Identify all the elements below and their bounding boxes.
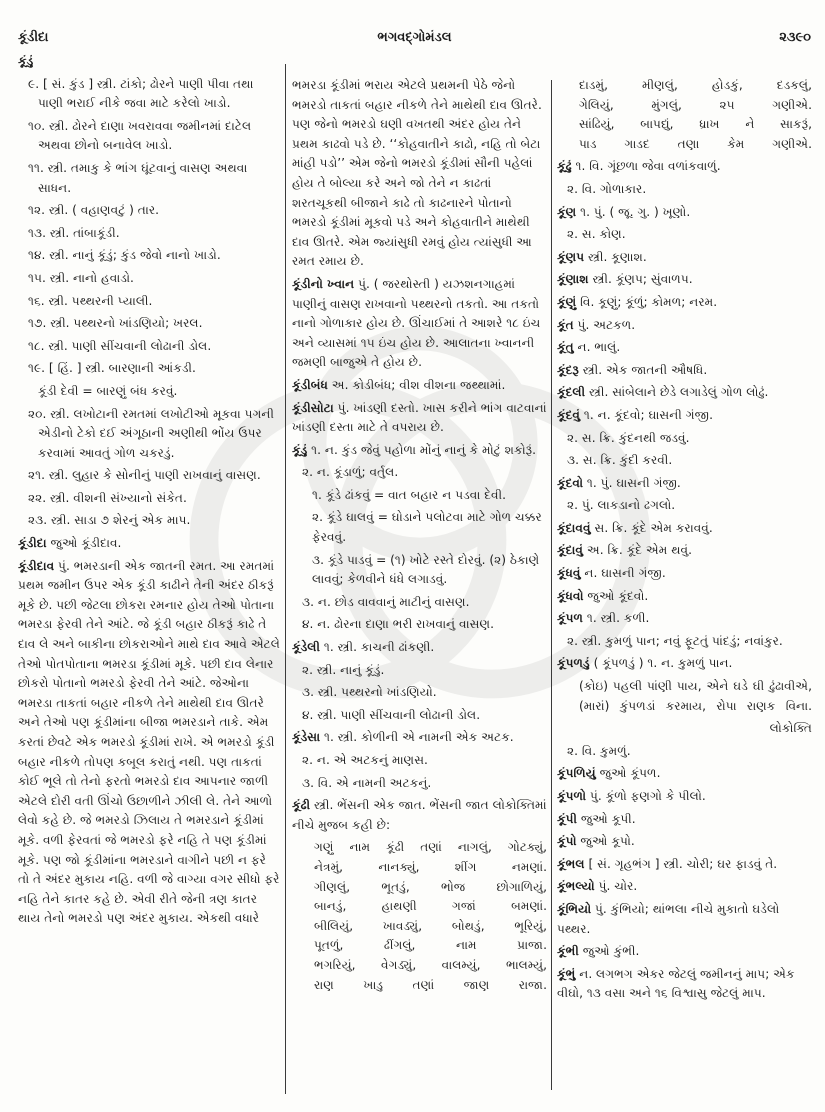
dictionary-entry <box>557 293 812 313</box>
dictionary-entry <box>557 810 812 830</box>
headword: કૂંપળિયું <box>557 766 596 781</box>
dictionary-entry <box>557 361 812 381</box>
headword: કૂંભિયો <box>557 901 592 916</box>
headword: કૂંદવો <box>557 475 584 490</box>
headword: કૂંડું <box>292 442 308 457</box>
verse-line: ભગરિયું, વેગડ્યું, વાલમ્યું, ભાલમ્યું, <box>314 957 547 972</box>
book-title: ભગવદ્ગોમંડલ <box>377 30 452 45</box>
verse-quote <box>292 838 547 995</box>
sense-definition: ૩. સ્ત્રી. પથ્થરનો ખાંડણિયો. <box>302 685 437 700</box>
column-middle <box>292 76 547 998</box>
sense-definition: ૧૪. સ્ત્રી. નાનું કૂંડું; કુંડ જેવો નાનો ખાડો. <box>28 248 221 263</box>
verse-line: પાડ ગાડદ તણા કેમ ગણીએ. <box>579 136 812 151</box>
headword: કૂંણાશ <box>557 272 589 287</box>
headword: કૂંપળ <box>557 611 584 626</box>
verse-line: ગીણલું, ભૂતડું, ભોજ છોગાળિયું, <box>314 879 547 894</box>
definition-text: ન. ભાલું. <box>573 340 621 355</box>
definition-text: જુઓ કૂંપળ. <box>595 766 661 781</box>
dictionary-entry <box>557 406 812 426</box>
dictionary-entry <box>557 965 812 1004</box>
dictionary-entry <box>557 764 812 784</box>
definition-text: પું. કુંભિયો; થાંભલા નીચે મુકાતો ઘડેલો પથ્થર. <box>557 901 780 936</box>
definition-text: પું. ( જરથોસ્તી ) યઝશનગાહમાં પાણીનું વાસણ રાખવાનો પથ્થરનો તકતો. આ તકતો નાનો ગોળાકાર હોય છે. ઊંચાઈમાં તે આશરે ૧૮ ઇંચ અને વ્યાસમાં ૧૫ ઇંચ હોય છે. આલાતના ખ્વાનની જમણી બાજુએ તે હોય છે. <box>292 276 541 370</box>
headword: કૂંઢું <box>557 159 572 174</box>
dictionary-entry <box>557 338 812 358</box>
dictionary-entry <box>557 942 812 962</box>
dictionary-entry <box>292 399 547 438</box>
headword: કૂંડેલી <box>292 640 320 655</box>
headword: કૂંણપ <box>557 249 585 264</box>
definition-text: ૧. પું. ઘાસની ગંજી. <box>583 475 681 490</box>
definition-text: ૧. સ્ત્રી. કળી. <box>583 611 650 626</box>
sense-definition: ૪. ન. ઢોરના દાણા ભરી રાખવાનું વાસણ. <box>302 617 494 632</box>
sense-definition: ૨૨. સ્ત્રી. વીશની સંખ્યાનો સંકેત. <box>28 490 187 505</box>
definition-text: સ્ત્રી. કૂણાશ. <box>584 249 647 264</box>
dictionary-entry <box>557 832 812 852</box>
dictionary-entry <box>292 275 547 373</box>
idiom-definition: ૨. કૂંડે ઘાલવું = ઘોડાને પલોટવા માટે ગોળ ચક્કર ફેરવવું. <box>312 510 542 545</box>
headword: કૂંડીદા <box>18 536 47 551</box>
dictionary-entry <box>292 376 547 396</box>
headword: કૂંડીનો ખ્વાન <box>292 276 355 291</box>
dictionary-entry <box>292 441 547 461</box>
verse-line: રાણ ખાડુ તણાં જાણ રાજા. <box>314 977 547 992</box>
dictionary-entry <box>557 248 812 268</box>
definition-text: ( કૂંપળડું ) ૧. ન. કુમળું પાન. <box>589 656 733 671</box>
headword: કૂંડેસા <box>292 730 321 745</box>
sense-definition: ૩. ન. છોડ વાવવાનું માટીનું વાસણ. <box>302 594 470 609</box>
headword: કૂંદાવવું <box>557 520 591 535</box>
headword: કૂંપળો <box>557 789 587 803</box>
idiom-definition: ૩. કૂંડે પાડવું = (૧) ખોટે રસ્તે દોરવું. (૨) ઠેકાણે લાવવું; કેળવીને ધંધે લગાડવું. <box>312 552 540 587</box>
verse-quote <box>557 76 812 154</box>
dictionary-entry <box>557 787 812 807</box>
sense-definition: ૩. સ. ક્રિ. કુંદી કરવી. <box>567 453 673 468</box>
headword: કૂંડીસોટા <box>292 400 334 415</box>
sense-definition: ૨. સ. ક્રિ. કુંદનથી જડવું. <box>567 430 690 445</box>
sense-definition: ૨. વિ. કુમળું. <box>567 743 631 758</box>
page-number: ૨૩૯૦ <box>779 30 811 45</box>
definition-text: ૧. ન. કૂંદવો; ઘાસની ગંજી. <box>580 407 713 422</box>
sense-definition: ૧૧. સ્ત્રી. તમાકુ કે ભાંગ ઘૂંટવાનું વાસણ અથવા સાધન. <box>28 160 248 195</box>
definition-text: વિ. કૂણું; કૂંળું; કોમળ; નરમ. <box>576 294 718 309</box>
sense-definition: ૨. સ્ત્રી. નાનું કૂંડું. <box>302 662 385 677</box>
definition-text: પું. ચોર. <box>594 879 638 894</box>
definition-text: સ્ત્રી. સાંબેલાને છેડે લગાડેલું ગોળ લોઢું. <box>585 385 769 400</box>
citation-source: લોકોક્તિ <box>769 721 812 736</box>
headword: કૂંધવો <box>557 588 584 603</box>
headword: કૂંદાવું <box>557 543 583 558</box>
sense-definition: ૧૩. સ્ત્રી. તાંબાકૂંડી. <box>28 225 120 240</box>
sense-definition: ૧૯. [ હિં. ] સ્ત્રી. બારણાની આંકડી. <box>28 361 196 376</box>
sense-definition: ૨. પું. લાકડાનો ઢગલો. <box>567 498 676 513</box>
dictionary-entry <box>557 564 812 584</box>
definition-text: પું. અટકળ. <box>573 317 636 332</box>
definition-text: ન. લગભગ એકર જેટલું જમીનનું માપ; એક વીઘો, ૧૩ વસા અને ૧૬ વિશ્વાસુ જેટલું માપ. <box>557 966 795 1001</box>
guide-word: કૂંડીદા <box>18 30 49 45</box>
dictionary-entry <box>557 519 812 539</box>
definition-text: જુઓ કૂંદવો. <box>583 588 649 603</box>
dictionary-entry <box>292 728 547 748</box>
dictionary-entry <box>18 557 280 929</box>
column-right <box>557 76 812 1007</box>
verse-line: દાડમું, મીણલું, હોડકું, દડકલું, <box>579 78 812 92</box>
idiom-definition: કૂંડી દેવી = બારણું બંધ કરવું. <box>38 383 178 398</box>
sense-definition: ૩. વિ. એ નામની અટકનું. <box>302 775 432 790</box>
headword: કૂંપી <box>557 811 577 826</box>
headword: કૂંભલ <box>557 856 585 871</box>
dictionary-entry <box>557 855 812 875</box>
definition-text: પું. કૂંળો ફણગો કે પીલો. <box>586 789 706 803</box>
definition-text: જુઓ કુંભી. <box>578 944 640 959</box>
headword: કૂંડીદાવ <box>18 558 55 573</box>
sense-definition: ૨. ન. એ અટકનું માણસ. <box>302 753 428 767</box>
dictionary-entry <box>557 654 812 674</box>
sense-definition: ૧૨. સ્ત્રી. ( વહાણવટું ) તાર. <box>28 203 160 218</box>
column-left <box>18 52 280 932</box>
sense-definition: ૪. સ્ત્રી. પાણી સીંચવાની લોઢાની ડોલ. <box>302 707 481 722</box>
sense-definition: ૧૦. સ્ત્રી. ઢોરને દાણા ખવરાવવા જમીનમાં દાટેલ અથવા છોનો બનાવેલ ખાડો. <box>28 118 252 153</box>
sense-definition: ૧૬. સ્ત્રી. પથ્થરની પ્યાલી. <box>28 293 153 308</box>
dictionary-entry <box>292 796 547 835</box>
headword: કૂંપો <box>557 834 577 849</box>
headword: કૂંત <box>557 317 574 332</box>
headword: કૂંઢી <box>292 798 311 813</box>
headword: કૂંભલ્યો <box>557 879 595 894</box>
headword: કૂંદલી <box>557 385 586 400</box>
dictionary-entry <box>557 316 812 336</box>
headword: કૂંભી <box>557 944 579 959</box>
headword: કૂંદરૂ <box>557 362 579 377</box>
dictionary-entry <box>557 877 812 897</box>
definition-text: સ્ત્રી. ભેંસની એક જાત. ભેંસની જાત લોકોક્તિમાં નીચે મુજબ કહી છે: <box>292 798 547 832</box>
dictionary-entry <box>557 270 812 290</box>
definition-text: સ્ત્રી. કૂંણપ; સુંવાળપ. <box>588 272 693 287</box>
headword: કૂંડીબંધ <box>292 377 328 392</box>
verse-line: (મારાં) કુંપળડાં કરમાય, રોપા રાણક વિના. <box>579 698 812 713</box>
definition-text: ૧. સ્ત્રી. કોળીની એ નામની એક અટક. <box>320 730 514 745</box>
dictionary-entry <box>557 157 812 177</box>
dictionary-entry <box>292 638 547 658</box>
sense-definition: ૨. સ્ત્રી. કુમળું પાન; નવું ફૂટતું પાંદડું; નવાંકુર. <box>567 633 783 648</box>
sense-definition: ૧૫. સ્ત્રી. નાનો હવાડો. <box>28 270 134 285</box>
headword: કૂંદવું <box>557 407 581 422</box>
definition-text: જુઓ કૂંડીદાવ. <box>46 536 122 551</box>
definition-text: ૧. પું. ( જૂ. ગુ. ) ખૂણો. <box>576 204 691 219</box>
sense-definition: ૧૮. સ્ત્રી. પાણી સીંચવાની લોઢાની ડોલ. <box>28 338 212 353</box>
sense-definition: ૨૦. સ્ત્રી. લખોટાની રમતમાં લખોટીઓ મૂકવા પગની એડીનો ટેકો દઈ અંગૂઠાની અણીથી ભોંય ઉપર કરવામાં આવતું ગોળ ચકરડું. <box>28 406 274 460</box>
idiom-definition: ૧. કૂંડે ઢાંકવું = વાત બહાર ન પડવા દેવી. <box>312 487 507 502</box>
dictionary-entry <box>557 203 812 223</box>
verse-quote <box>557 677 812 716</box>
column-divider <box>551 80 552 1090</box>
definition-text: [ સં. ગૃહભંગ ] સ્ત્રી. ચોરી; ઘર ફાડવું તે. <box>584 856 778 871</box>
definition-text: જુઓ કૂપી. <box>577 811 636 826</box>
headword: કૂંભું <box>557 966 576 981</box>
verse-line: પૂતળું, ઢીંગલું, નામ પ્રાજા. <box>314 938 547 953</box>
sense-definition: ૨. સ. કોણ. <box>567 227 626 242</box>
definition-text: ૧. વિ. ગૂંછળા જેવા વળાંકવાળું. <box>571 159 721 174</box>
headword: કૂંણું <box>557 294 577 309</box>
verse-line: બીલિયું, ખાવડ્યું, બોથડું, ભૂરિયું, <box>314 918 547 933</box>
dictionary-entry <box>557 587 812 607</box>
definition-text: અ. ક્રિ. કૂંદે એમ થવું. <box>583 543 693 558</box>
verse-line: સાંઢિયું, બાપદ્યું, ધ્રાખ ને સાકરૂં, <box>579 117 812 132</box>
verse-line: નેત્રમું, નાનક્યું, શીંગ નમણાં. <box>314 859 547 874</box>
verse-line: ગણું નામ કૂંઢી તણાં નાગલું, ગોટક્યું, <box>314 840 547 855</box>
verse-line: ગેલિયું, મુંગલું, ૨૫ ગણીએ. <box>579 97 812 112</box>
headword: કૂંધવું <box>557 566 581 581</box>
definition-text: ૧. ન. કુંડ જેવું પહોળા મોંનું નાનું કે મોટું શકોરૂં. <box>307 442 536 457</box>
dictionary-entry <box>557 383 812 403</box>
sense-definition: ૨. વિ. ગોળાકાર. <box>567 181 647 196</box>
dictionary-entry <box>557 541 812 561</box>
dictionary-entry <box>18 534 280 554</box>
page-header <box>18 30 811 52</box>
definition-text: ૧. સ્ત્રી. કાચની ઢાંકણી. <box>320 640 435 655</box>
continued-text: ભમરડા કૂંડીમાં ભરાય એટલે પ્રથમની પેઠે જેનો ભમરડો તાકતાં બહાર નીકળે તેને માથેથી દાવ ઊતરે. પણ જેનો ભમરડો ઘણી વખતથી અંદર હોય તેને પ્રથમ કાઢવો પડે છે. ‘‘કોહવાતીને કાઢો, નહિ તો બેટા માંહી પડો’’ એમ જેનો ભમરડો કૂંડીમાં સૌની પહેલાં હોય તે બોલ્યા કરે અને જો તેને ન કાઢતાં શરતચૂકથી બીજાને કાઢે તો કાઢનારને પોતાનો ભમરડો કૂંડીમાં મૂકવો પડે અને કોહવાતીને માથેથી દાવ ઊતરે. એમ જ્યાંસુધી રમવું હોય ત્યાંસુધી આ રમત રમાય છે. <box>292 78 542 269</box>
dictionary-entry <box>557 474 812 494</box>
sense-definition: ૧૭. સ્ત્રી. પથ્થરનો ખાંડણિયો; ખરલ. <box>28 316 203 331</box>
headword: કૂંણ <box>557 204 577 219</box>
sense-definition: ૨૩. સ્ત્રી. સાડા ૭ શેરનું એક માપ. <box>28 513 191 528</box>
definition-text: સ્ત્રી. એક જાતની ઔષધિ. <box>578 362 708 377</box>
definition-text: ન. ઘાસની ગંજી. <box>580 566 666 581</box>
definition-text: પું. ભમરડાની એક જાતની રમત. આ રમતમાં પ્રથમ જમીન ઉપર એક કૂંડી કાઢીને તેની અંદર ઠીકરૂં મૂકે છે. પછી જેટલા છોકરા રમનાર હોય તેઓ પોતાના ભમરડા ફેરવી તેને આંટે. જે કૂંડી બહાર ઠીકરૂં કાઢે તે દાવ લે અને બાકીના છોકરાઓને માથે દાવ આવે એટલે તેઓ પોતપોતાના ભમરડા કૂંડીમાં મૂકે. પછી દાવ લેનાર છોકરો પોતાનો ભમરડો ફેરવી તેને આંટે. જેઓના ભમરડા તાકતાં બહાર નીકળે તેને માથેથી દાવ ઊતરે અને તેઓ પણ કૂંડીમાંના બીજા ભમરડાને તાકે. એમ કરતાં છેવટે એક ભમરડો કૂંડીમાં રાખે. એ ભમરડો કૂંડી બહાર નીકળે તોપણ કબૂલ કરાતું નથી. પણ તાકતાં કોઈ ભૂલે તો તેનો ફરતો ભમરડો દાવ આપનાર જાળી એટલે દોરી વતી ઊંચો ઉછાળીને ઝીલી લે. તેને આળો લેવો કહે છે. જે ભમરડો ઝિલાય તે ભમરડાને કૂંડીમાં મૂકે. વળી ફેરવતાં જે ભમરડો ફરે નહિ તે પણ કૂંડીમાં મૂકે. પણ જો કૂંડીમાંના ભમરડાને વાગીને પછી ન ફરે તો તે અંદર મુકાય નહિ. વળી જે વાગ્યા વગર સીધો ફરે નહિ તેને કાતર કહે છે. એવી રીતે જેની ત્રણ કાતર થાય તેનો ભમરડો પણ અંદર મુકાય. એકથી વધારે <box>18 558 280 926</box>
definition-text: પું. ખાંડણી દસ્તો. ખાસ કરીને ભાંગ વાટવાનાં ખાંડણી દસ્તા માટે તે વપરાય છે. <box>292 400 547 435</box>
headword: કૂંપળડું <box>557 656 590 671</box>
headword: કૂંડું <box>18 54 34 68</box>
definition-text: અ. કોડીબંધ; વીશ વીશના જથ્થામાં. <box>327 377 506 392</box>
definition-text: સ. ક્રિ. કૂંદે એમ કરાવવું. <box>590 520 713 535</box>
verse-line: બાનડું, હાથણી ગજાં બમણાં. <box>314 899 547 914</box>
dictionary-entry <box>557 609 812 629</box>
definition-text: જુઓ કૂપો. <box>576 834 635 849</box>
sense-definition: ૨. ન. કૂંડાળું; વર્તુલ. <box>302 465 399 480</box>
verse-line: (કોઇ) પહલી પાંણી પાય, એને ઘડે ઘી ઢુંઢાવીએ, <box>579 679 812 694</box>
column-divider <box>285 64 286 1094</box>
sense-definition: ૨૧. સ્ત્રી. લુહાર કે સોનીનું પાણી રાખવાનું વાસણ. <box>28 468 261 483</box>
dictionary-entry <box>557 900 812 939</box>
headword: કૂંતુ <box>557 340 574 355</box>
sense-definition: ૯. [ સં. કુંડ ] સ્ત્રી. ટાંકો; ઢોરને પાણી પીવા તથા પાણી ભરાઈ નીકે જવા માટે કરેલો ખાડો. <box>28 76 254 111</box>
